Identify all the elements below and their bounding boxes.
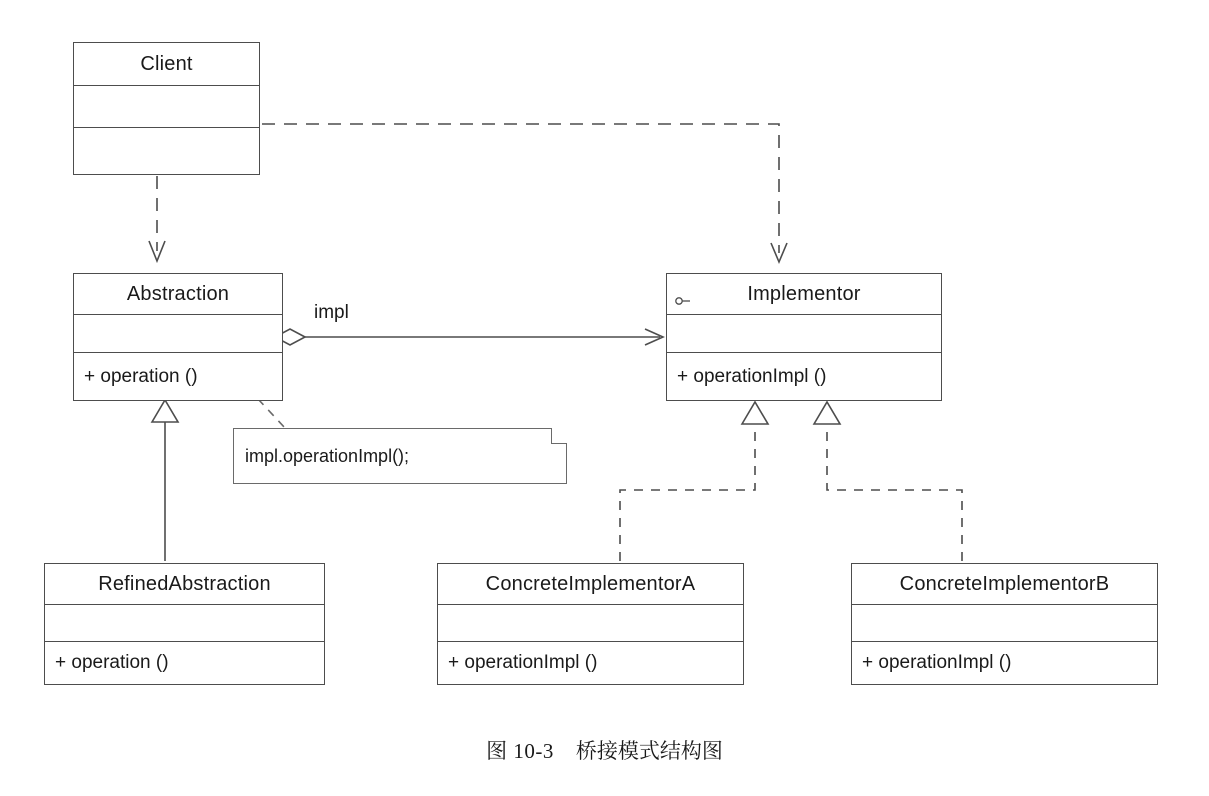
- class-operations-implementor: [667, 353, 941, 400]
- class-name-implementor: [667, 274, 941, 315]
- operation-label: + operation (): [84, 365, 198, 387]
- class-operations-concrete-implementor-b: [852, 642, 1157, 684]
- class-attributes-abstraction: [74, 315, 282, 353]
- edge-abstraction-to-note: [258, 399, 285, 428]
- class-name-label: RefinedAbstraction: [98, 572, 271, 595]
- edge-client-to-abstraction: [149, 176, 165, 261]
- class-operations-concrete-implementor-a: [438, 642, 743, 684]
- edge-concrete-b-to-implementor: [814, 402, 962, 561]
- class-name-label: ConcreteImplementorB: [899, 572, 1110, 595]
- association-role-label-impl: [314, 302, 349, 324]
- interface-marker-icon: [675, 289, 691, 299]
- class-attributes-refined-abstraction: [45, 605, 324, 642]
- class-operations-refined-abstraction: [45, 642, 324, 684]
- note-fold-corner-icon: [551, 428, 567, 444]
- class-box-refined-abstraction[interactable]: [44, 563, 325, 685]
- class-box-concrete-implementor-b[interactable]: [851, 563, 1158, 685]
- class-attributes-concrete-implementor-a: [438, 605, 743, 642]
- role-label-text: impl: [314, 302, 349, 323]
- note-text: impl.operationImpl();: [245, 445, 410, 466]
- class-name-label: ConcreteImplementorA: [485, 572, 696, 595]
- figure-number: 图 10-3: [486, 739, 554, 763]
- class-name-label: Client: [140, 52, 193, 75]
- note-impl-operation-call: [233, 428, 567, 484]
- class-attributes-implementor: [667, 315, 941, 353]
- figure-title: 桥接模式结构图: [575, 739, 723, 763]
- operation-label: + operation (): [55, 652, 169, 673]
- operation-label: + operationImpl (): [448, 652, 598, 673]
- class-name-concrete-implementor-b: [852, 564, 1157, 605]
- class-attributes-concrete-implementor-b: [852, 605, 1157, 642]
- class-box-implementor[interactable]: [666, 273, 942, 401]
- figure-caption: [0, 735, 1209, 765]
- class-box-client[interactable]: [73, 42, 260, 175]
- operation-label: + operationImpl (): [677, 365, 827, 387]
- class-box-concrete-implementor-a[interactable]: [437, 563, 744, 685]
- class-operations-client: [74, 128, 259, 174]
- edge-client-to-implementor: [262, 124, 787, 262]
- class-name-refined-abstraction: [45, 564, 324, 605]
- edge-abstraction-to-implementor: [275, 329, 663, 345]
- operation-label: + operationImpl (): [862, 652, 1012, 673]
- edge-concrete-a-to-implementor: [620, 402, 768, 561]
- class-name-abstraction: [74, 274, 282, 315]
- class-operations-abstraction: [74, 353, 282, 400]
- class-name-label: Implementor: [747, 282, 861, 305]
- class-attributes-client: [74, 86, 259, 128]
- class-name-concrete-implementor-a: [438, 564, 743, 605]
- class-box-abstraction[interactable]: [73, 273, 283, 401]
- edge-refined-to-abstraction: [152, 400, 178, 561]
- class-name-client: [74, 43, 259, 86]
- class-name-label: Abstraction: [126, 282, 230, 305]
